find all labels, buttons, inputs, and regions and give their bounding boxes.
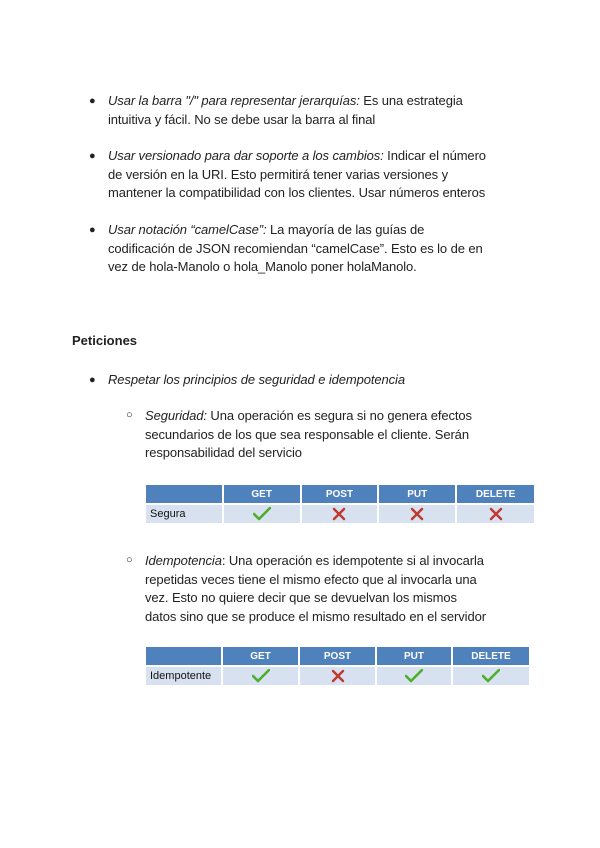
sub-item-seguridad: ○ Seguridad: Una operación es segura si no genera efectos secundarios de los que sea responsable el cliente. Serán responsabilidad del servicio xyxy=(126,408,472,460)
cross-icon xyxy=(331,669,345,683)
table-header-cell: POST xyxy=(299,647,376,666)
table-header-cell: GET xyxy=(223,485,301,504)
table-header-cell: DELETE xyxy=(456,485,534,504)
bullet-dot-icon: ● xyxy=(89,150,96,162)
cross-icon xyxy=(410,507,424,521)
table-cell xyxy=(223,504,301,523)
bullet-italic: Usar notación “camelCase”: xyxy=(108,222,267,237)
table-header-cell: GET xyxy=(222,647,299,666)
check-icon xyxy=(482,669,500,683)
table-cell xyxy=(376,666,452,685)
cross-icon xyxy=(489,507,503,521)
cross-icon xyxy=(332,507,346,521)
table-row xyxy=(146,666,529,685)
circle-bullet-icon: ○ xyxy=(126,554,133,566)
bullet-italic: Usar la barra "/" para representar jerarquías: xyxy=(108,93,360,108)
bullet-italic: Usar versionado para dar soporte a los cambios: xyxy=(108,148,384,163)
table-header-row xyxy=(146,485,534,504)
table-header-cell: POST xyxy=(301,485,379,504)
circle-bullet-icon: ○ xyxy=(126,409,133,421)
row-label: Idempotente xyxy=(146,666,222,685)
table-cell xyxy=(222,666,299,685)
safety-table xyxy=(146,485,534,523)
bullet-principle: ● Respetar los principios de seguridad e idempotencia xyxy=(108,371,405,390)
table-cell xyxy=(378,504,456,523)
check-icon xyxy=(405,669,423,683)
bullet-dot-icon: ● xyxy=(89,224,96,236)
table-cell xyxy=(456,504,534,523)
bullet-versioning: ● Usar versionado para dar soporte a los cambios: Indicar el número de versión en la URI. Esto permitirá tener varias versiones y mantener la compatibilidad con los clientes. Usar números enteros xyxy=(89,148,486,200)
table-header-cell: PUT xyxy=(378,485,456,504)
table-header-cell: DELETE xyxy=(452,647,529,666)
row-label: Segura xyxy=(146,504,223,523)
idempotence-table xyxy=(146,647,529,685)
bullet-dot-icon: ● xyxy=(89,95,96,107)
bullet-camelcase: ● Usar notación “camelCase”: La mayoría de las guías de codificación de JSON recomiendan “camelCase”. Esto es lo de en vez de hola-Manolo o hola_Manolo poner holaManolo. xyxy=(89,222,483,274)
table-cell xyxy=(299,666,376,685)
table-header-cell: PUT xyxy=(376,647,452,666)
section-heading: Peticiones xyxy=(72,333,138,348)
table-cell xyxy=(301,504,379,523)
table-header-row xyxy=(146,647,529,666)
table-row xyxy=(146,504,534,523)
sub-item-idempotencia: ○ Idempotencia: Una operación es idempotente si al invocarla repetidas veces tiene el mismo efecto que al invocarla una vez. Esto no quiere decir que se devuelvan los mismos datos sino que se produce el mismo resultado en el servidor xyxy=(126,553,486,624)
check-icon xyxy=(252,669,270,683)
table-header-cell xyxy=(146,485,223,504)
check-icon xyxy=(253,507,271,521)
table-cell xyxy=(452,666,529,685)
table-header-cell xyxy=(146,647,222,666)
bullet-dot-icon: ● xyxy=(89,374,96,386)
bullet-uri-hierarchy: ● Usar la barra "/" para representar jerarquías: Es una estrategia intuitiva y fácil. No se debe usar la barra al final xyxy=(89,93,463,127)
